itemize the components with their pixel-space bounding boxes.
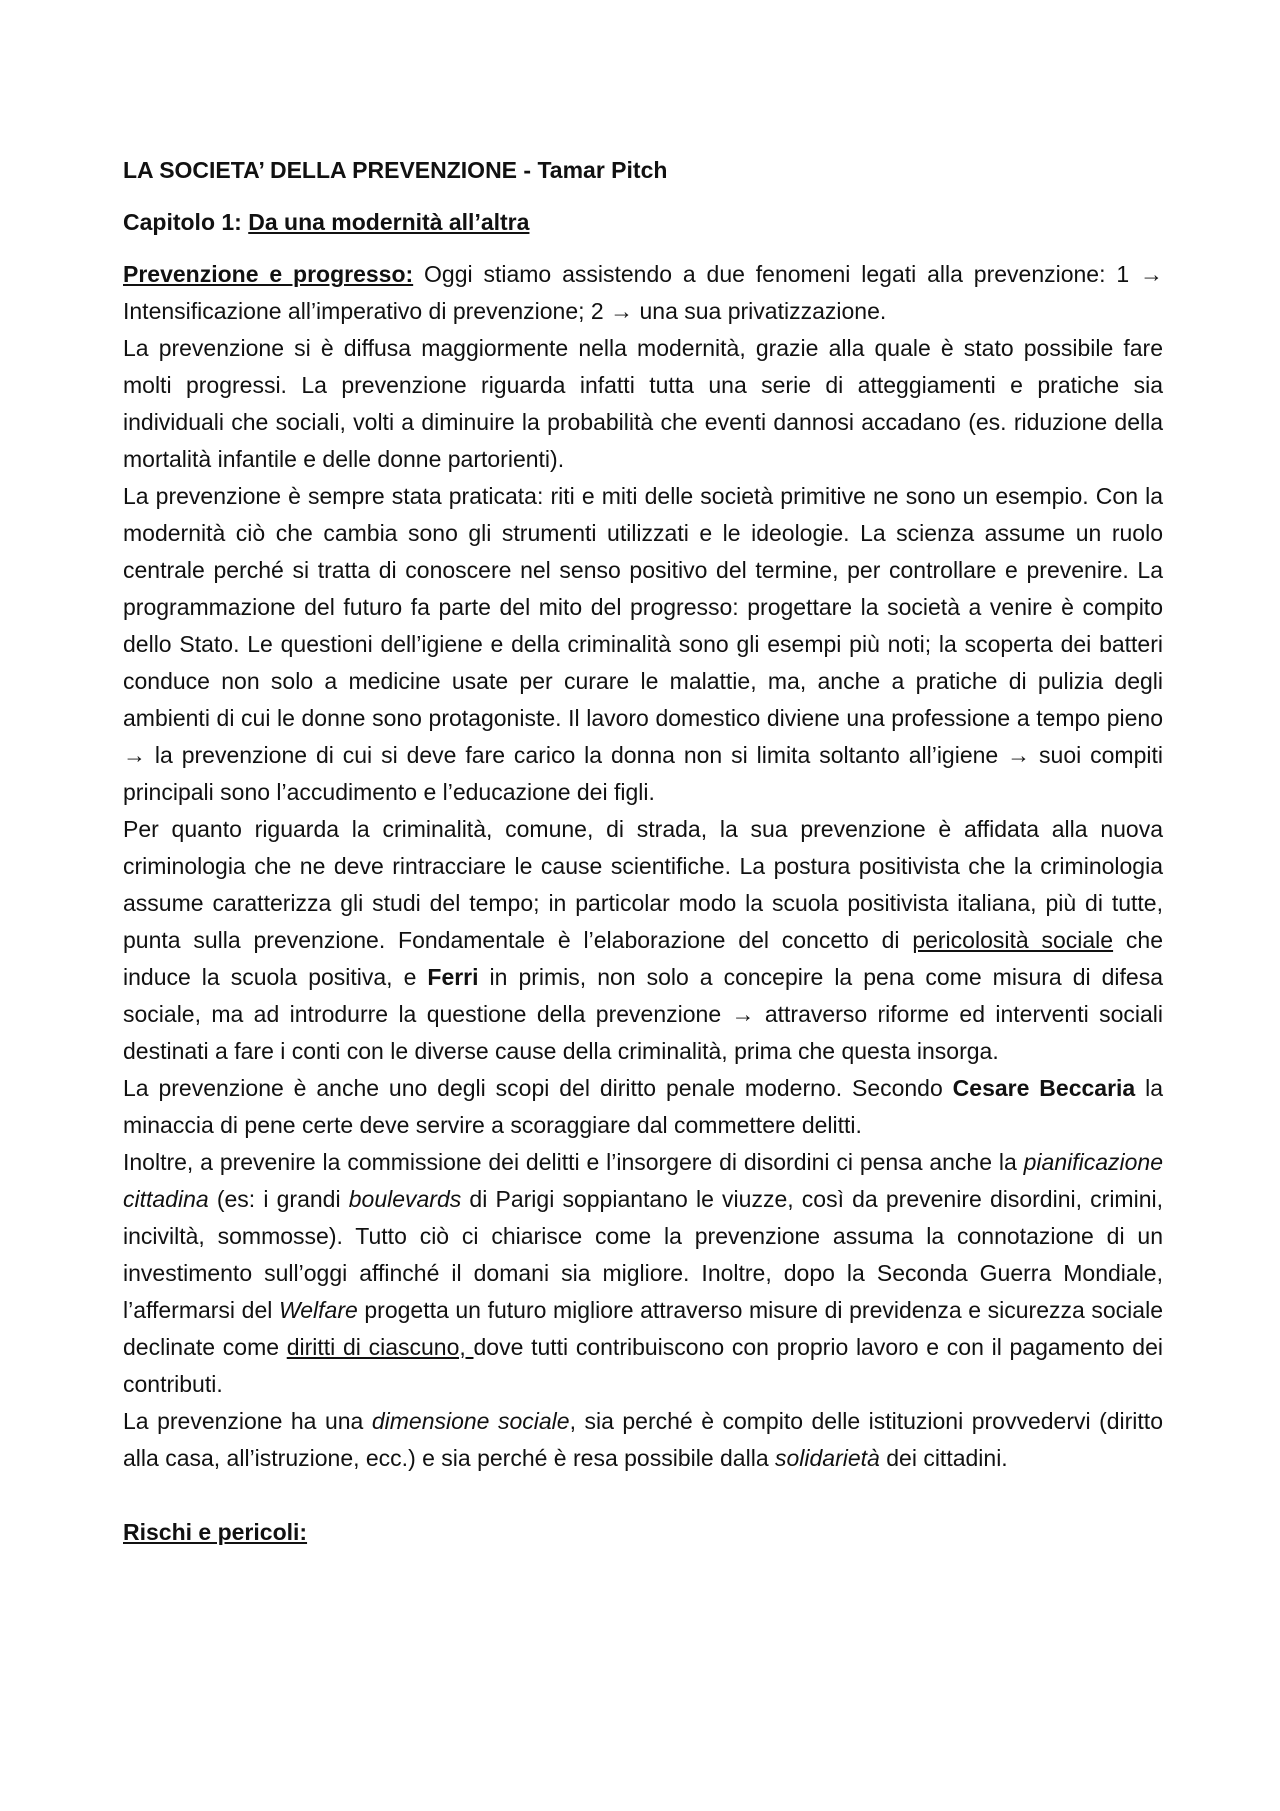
spacer <box>123 1477 1163 1514</box>
paragraph-text: in primis, non solo a concepire la pena come misura di difesa sociale, ma ad introdurre la questione della prevenzione → attraverso riforme ed interventi sociali destinati a fare i conti con le diverse cause della criminalità, prima che questa insorga. <box>123 964 1163 1064</box>
chapter-prefix: Capitolo 1: <box>123 209 249 235</box>
term-diritti-di-ciascuno: diritti di ciascuno, <box>286 1334 474 1360</box>
paragraph-text: la minaccia di pene certe deve servire a scoraggiare dal commettere delitti. <box>123 1075 1163 1138</box>
section-heading-rischi-pericoli: Rischi e pericoli: <box>123 1519 308 1545</box>
paragraph-text: La prevenzione è anche uno degli scopi del diritto penale moderno. Secondo <box>123 1075 953 1101</box>
name-cesare-beccaria: Cesare Beccaria <box>952 1075 1136 1101</box>
paragraph-text: , sia perché è compito delle istituzioni provvedervi (diritto alla casa, all’istruzione, ecc.) e sia perché è resa possibile dalla <box>123 1408 1163 1471</box>
paragraph-storia-prevenzione: La prevenzione è sempre stata praticata: riti e miti delle società primitive ne sono un esempio. Con la modernità ciò che cambia sono gli strumenti utilizzati e le ideologie. La scienza assume un ruolo centrale perché si tratta di conoscere nel senso positivo del termine, per controllare e prevenire. La programmazione del futuro fa parte del mito del progresso: progettare la società a venire è compito dello Stato. Le questioni dell’igiene e della criminalità sono gli esempi più noti; la scoperta dei batteri conduce non solo a medicine usate per curare le malattie, ma, anche a pratiche di pulizia degli ambienti di cui le donne sono protagoniste. Il lavoro domestico diviene una professione a tempo pieno → la prevenzione di cui si deve fare carico la donna non si limita soltanto all’igiene → suoi compiti principali sono l’accudimento e l’educazione dei figli. <box>123 483 1163 805</box>
term-pianificazione-cittadina: pianificazione cittadina <box>123 1149 1163 1212</box>
paragraph-text: La prevenzione ha una <box>123 1408 372 1434</box>
document-page <box>123 152 1163 1551</box>
paragraph-dimensione-sociale <box>123 1403 1163 1477</box>
document-title: LA SOCIETA’ DELLA PREVENZIONE - Tamar Pitch <box>123 157 668 183</box>
paragraph-intro <box>123 256 1163 330</box>
paragraph-intro-text: Oggi stiamo assistendo a due fenomeni legati alla prevenzione: 1 → Intensificazione all’imperativo di prevenzione; 2 → una sua privatizzazione. <box>123 261 1164 324</box>
paragraph-criminologia <box>123 811 1163 1070</box>
term-solidarieta: solidarietà <box>775 1445 880 1471</box>
paragraph-text: che induce la scuola positiva, e <box>123 927 1163 990</box>
section-heading-prevenzione-progresso: Prevenzione e progresso: <box>123 261 414 287</box>
paragraph-text: Inoltre, a prevenire la commissione dei delitti e l’insorgere di disordini ci pensa anche la <box>123 1149 1024 1175</box>
paragraph-text: dove tutti contribuiscono con proprio lavoro e con il pagamento dei contributi. <box>123 1334 1163 1397</box>
chapter-heading <box>123 204 1163 241</box>
paragraph-pianificazione <box>123 1144 1163 1403</box>
paragraph-text: Per quanto riguarda la criminalità, comune, di strada, la sua prevenzione è affidata alla nuova criminologia che ne deve rintracciare le cause scientifiche. La postura positivista che la criminologia assume caratterizza gli studi del tempo; in particolar modo la scuola positivista italiana, più di tutte, punta sulla prevenzione. Fondamentale è l’elaborazione del concetto di <box>123 816 1163 953</box>
term-dimensione-sociale: dimensione sociale <box>371 1408 570 1434</box>
paragraph-text: di Parigi soppiantano le viuzze, così da prevenire disordini, crimini, inciviltà, sommosse). Tutto ciò ci chiarisce come la prevenzione assuma la connotazione di un investimento sull’oggi affinché il domani sia migliore. Inoltre, dopo la Seconda Guerra Mondiale, l’affermarsi del <box>123 1186 1163 1323</box>
paragraph-modernita: La prevenzione si è diffusa maggiormente nella modernità, grazie alla quale è stato possibile fare molti progressi. La prevenzione riguarda infatti tutta una serie di atteggiamenti e pratiche sia individuali che sociali, volti a diminuire la probabilità che eventi dannosi accadano (es. riduzione della mortalità infantile e delle donne partorienti). <box>123 335 1163 472</box>
term-pericolosita-sociale: pericolosità sociale <box>912 927 1114 953</box>
paragraph-text: progetta un futuro migliore attraverso misure di previdenza e sicurezza sociale declinate come <box>123 1297 1163 1360</box>
paragraph-text: (es: i grandi <box>208 1186 349 1212</box>
paragraph-diritto-penale <box>123 1070 1163 1144</box>
term-boulevards: boulevards <box>348 1186 462 1212</box>
name-ferri: Ferri <box>427 964 479 990</box>
term-welfare: Welfare <box>278 1297 358 1323</box>
chapter-name: Da una modernità all’altra <box>248 209 530 235</box>
paragraph-text: dei cittadini. <box>879 1445 1008 1471</box>
